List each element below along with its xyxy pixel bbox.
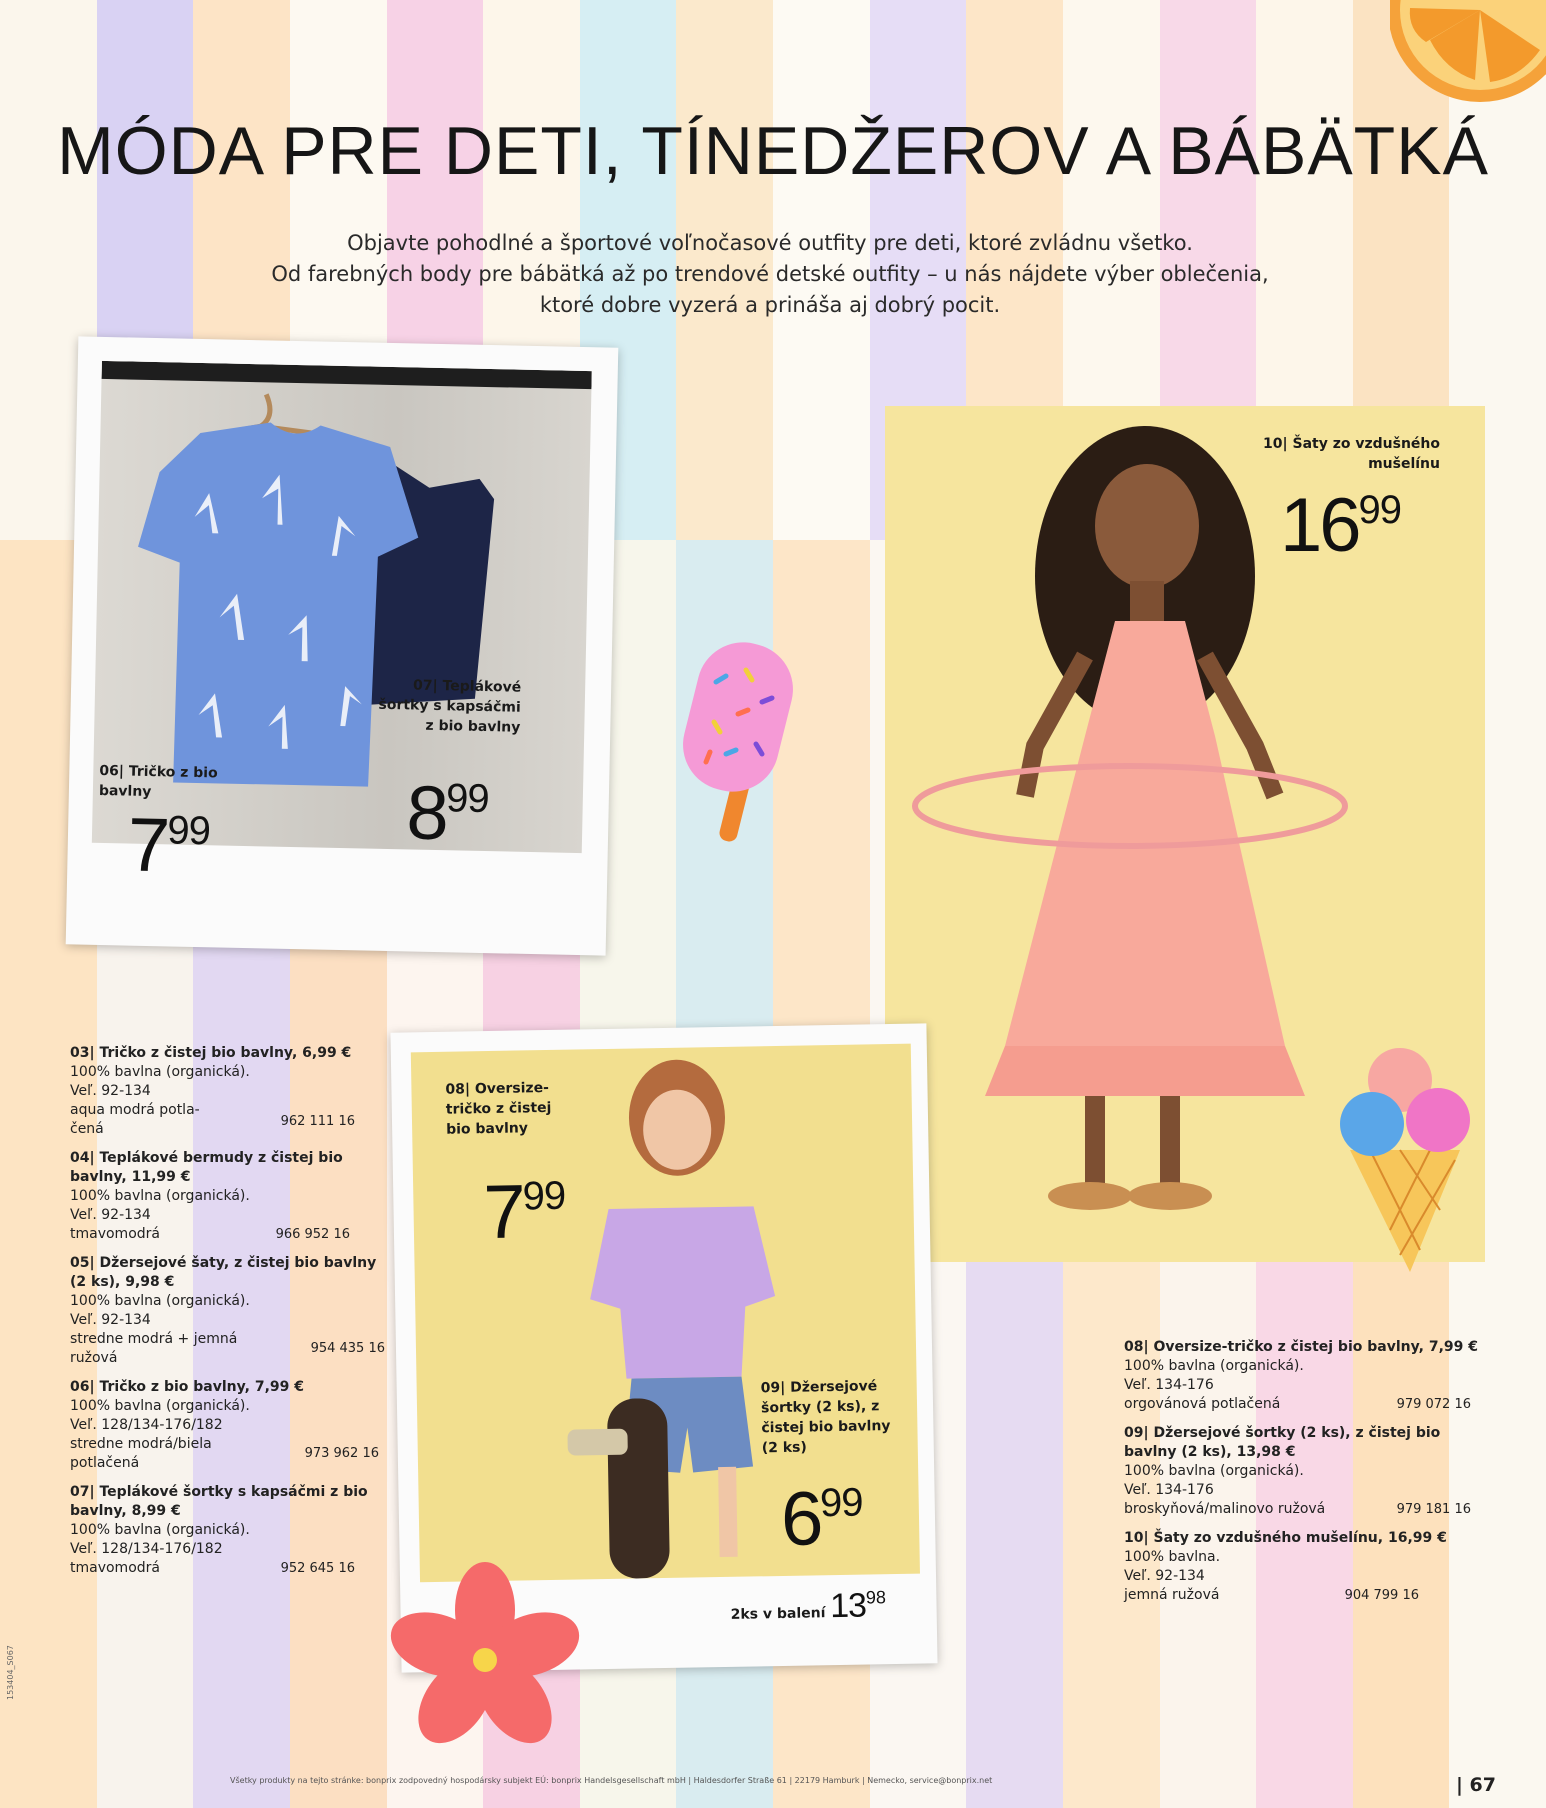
orange-slice-icon	[1390, 0, 1546, 110]
pack-price-09	[730, 1588, 886, 1625]
pack-price-sup: 98	[865, 1587, 887, 1608]
spec-title: Oversize-tričko z čistej bio bavlny, 7,99 €	[1153, 1339, 1478, 1355]
flower-icon	[385, 1560, 585, 1760]
spec-no: 09|	[1124, 1425, 1149, 1441]
spec-line: 100% bavlna (organická).	[70, 1522, 250, 1538]
spec-head	[70, 1254, 385, 1292]
product-label-06: 06| Tričko z bio bavlny	[98, 762, 218, 801]
spec-no: 04|	[70, 1150, 95, 1166]
spec-code: 962 111 16	[280, 1114, 355, 1129]
spec-04	[70, 1149, 385, 1244]
spec-head	[1124, 1338, 1479, 1357]
spec-code: 966 952 16	[275, 1227, 350, 1242]
price-sup: 99	[166, 808, 211, 854]
page-title: MÓDA PRE DETI, TÍNEDŽEROV A BÁBÄTKÁ	[57, 113, 1489, 189]
spec-line: orgovánová potlačená	[1124, 1396, 1281, 1412]
price-sup: 99	[445, 776, 490, 822]
price-main: 7	[482, 1169, 524, 1256]
page-number: | 67	[1456, 1774, 1496, 1796]
intro-line-1: Objavte pohodlné a športové voľnočasové outfity pre deti, ktoré zvládnu všetko.	[347, 231, 1193, 255]
spec-title: Tričko z bio bavlny, 7,99 €	[99, 1379, 305, 1395]
spec-line: 100% bavlna (organická).	[70, 1064, 250, 1080]
spec-08	[1124, 1338, 1479, 1414]
spec-head	[1124, 1424, 1479, 1462]
spec-code: 904 799 16	[1344, 1588, 1419, 1603]
product-label-10: 10| Šaty zo vzdušného mušelínu	[1263, 436, 1440, 472]
product-label-07: 07| Teplákové šortky s kapsáčmi z bio bavlny	[378, 677, 522, 736]
spec-code: 979 072 16	[1396, 1397, 1471, 1412]
specs-right	[1124, 1338, 1479, 1615]
spec-line: 100% bavlna (organická).	[70, 1398, 250, 1414]
spec-05	[70, 1254, 385, 1368]
popsicle-icon	[676, 632, 816, 852]
spec-head	[1124, 1529, 1479, 1548]
spec-line: Veľ. 128/134-176/182	[70, 1417, 223, 1433]
price-main: 16	[1280, 483, 1359, 568]
intro-line-3: ktoré dobre vyzerá a prináša aj dobrý pocit.	[539, 293, 1001, 317]
spec-line: 100% bavlna (organická).	[1124, 1358, 1304, 1374]
spec-no: 07|	[70, 1484, 95, 1500]
price-sup: 99	[1358, 488, 1402, 532]
spec-10	[1124, 1529, 1479, 1605]
pack-price-main: 13	[829, 1586, 867, 1626]
spec-title: Teplákové bermudy z čistej bio bavlny, 11,99 €	[70, 1150, 343, 1185]
spec-head	[70, 1378, 385, 1397]
spec-head	[70, 1483, 385, 1521]
spec-no: 08|	[1124, 1339, 1149, 1355]
spec-line: čená	[70, 1121, 104, 1137]
product-label-09: 09| Džersejové šortky (2 ks), z čistej bio bavlny (2 ks)	[760, 1378, 891, 1457]
spec-line: 100% bavlna.	[1124, 1549, 1221, 1565]
spec-line: tmavomodrá	[70, 1560, 160, 1576]
spec-head	[70, 1149, 385, 1187]
ice-cream-icon	[1330, 1040, 1480, 1280]
price-sup: 99	[819, 1480, 863, 1526]
intro-text	[190, 228, 1350, 321]
specs-left	[70, 1044, 385, 1588]
spec-title: Teplákové šortky s kapsáčmi z bio bavlny, 8,99 €	[70, 1484, 368, 1519]
spec-title: Džersejové šortky (2 ks), z čistej bio bavlny (2 ks), 13,98 €	[1124, 1425, 1441, 1460]
spec-no: 06|	[70, 1379, 95, 1395]
spec-line: ružová	[70, 1350, 118, 1366]
product-card-06-07	[66, 336, 619, 955]
spec-line: broskyňová/malinovo ružová	[1124, 1501, 1326, 1517]
spec-line: potlačená	[70, 1455, 140, 1471]
spec-line: aqua modrá potla-	[70, 1102, 200, 1118]
spec-line: Veľ. 134-176	[1124, 1377, 1214, 1393]
spec-code: 952 645 16	[280, 1561, 355, 1576]
spec-line: Veľ. 92-134	[1124, 1568, 1205, 1584]
spec-line: Veľ. 134-176	[1124, 1482, 1214, 1498]
intro-line-2: Od farebných body pre bábätká až po trendové detské outfity – u nás nájdete výber oblečenia,	[271, 262, 1269, 286]
pack-label: 2ks v balení	[730, 1605, 826, 1623]
spec-title: Šaty zo vzdušného mušelínu, 16,99 €	[1153, 1530, 1447, 1546]
spec-code: 979 181 16	[1396, 1502, 1471, 1517]
spec-line: stredne modrá + jemná	[70, 1331, 238, 1347]
product-price-07	[405, 770, 490, 857]
spec-title: Džersejové šaty, z čistej bio bavlny (2 ks), 9,98 €	[70, 1255, 377, 1290]
spec-no: 05|	[70, 1255, 95, 1271]
spec-code: 973 962 16	[304, 1446, 379, 1461]
spec-line: stredne modrá/biela	[70, 1436, 212, 1452]
spec-title: Tričko z čistej bio bavlny, 6,99 €	[99, 1045, 352, 1061]
product-price-10	[1280, 483, 1402, 568]
spec-line: jemná ružová	[1124, 1587, 1220, 1603]
spec-line: Veľ. 92-134	[70, 1207, 151, 1223]
price-main: 7	[126, 802, 168, 889]
spec-line: Veľ. 92-134	[70, 1312, 151, 1328]
price-sup: 99	[522, 1173, 566, 1219]
spec-03	[70, 1044, 385, 1139]
spec-line: 100% bavlna (organická).	[1124, 1463, 1304, 1479]
spec-07	[70, 1483, 385, 1578]
spec-no: 10|	[1124, 1530, 1149, 1546]
product-price-08	[482, 1169, 566, 1256]
spec-line: 100% bavlna (organická).	[70, 1293, 250, 1309]
spec-line: Veľ. 92-134	[70, 1083, 151, 1099]
spec-line: tmavomodrá	[70, 1226, 160, 1242]
spec-no: 03|	[70, 1045, 95, 1061]
price-main: 8	[405, 770, 447, 857]
side-print-code: 153404_S067	[6, 1645, 15, 1700]
spec-head	[70, 1044, 385, 1063]
footer-legal: Všetky produkty na tejto stránke: bonprix zodpovedný hospodársky subjekt EÚ: bonprix Handelsgesellschaft mbH | Haldesdorfer Straße 61 | 22179 Hamburk | Nemecko, service@bonprix.net	[230, 1776, 993, 1785]
spec-line: 100% bavlna (organická).	[70, 1188, 250, 1204]
product-price-09	[780, 1476, 863, 1562]
price-main: 6	[780, 1476, 822, 1562]
spec-09	[1124, 1424, 1479, 1519]
spec-code: 954 435 16	[310, 1341, 385, 1356]
spec-06	[70, 1378, 385, 1473]
product-price-06	[126, 802, 211, 889]
product-label-08: 08| Oversize-tričko z čistej bio bavlny	[445, 1079, 552, 1138]
spec-line: Veľ. 128/134-176/182	[70, 1541, 223, 1557]
